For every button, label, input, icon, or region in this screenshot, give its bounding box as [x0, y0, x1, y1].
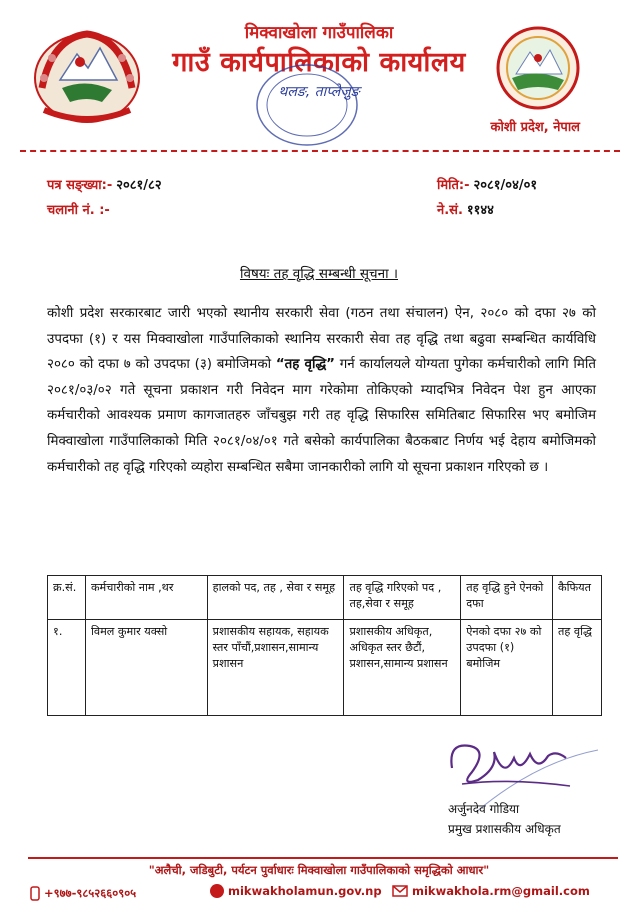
- footer-website[interactable]: [210, 884, 382, 898]
- signatory-title: प्रमुख प्रशासकीय अधिकृत: [448, 822, 561, 836]
- date-label: मिति:-: [437, 178, 470, 193]
- table-cell-employee-name: विमल कुमार यक्सो: [85, 620, 207, 716]
- header-divider: [20, 150, 620, 152]
- footer-phone: [30, 886, 136, 901]
- footer-website-text[interactable]: mikwakholamun.gov.np: [228, 884, 382, 898]
- office-address: थलङ, ताप्लेजुङ: [278, 84, 360, 100]
- notice-body-bold: “तह वृद्धि”: [275, 357, 335, 373]
- footer-divider: [28, 857, 618, 859]
- table-cell-serial: १.: [48, 620, 86, 716]
- table-header-cell: तह वृद्धि हुने ऐनको दफा: [461, 576, 553, 620]
- table-cell-promoted-post: प्रशासकीय अधिकृत, अधिकृत स्तर छैटौं, प्रशासन,सामान्य प्रशासन: [344, 620, 461, 716]
- table-header-cell: हालको पद, तह , सेवा र समूह: [207, 576, 344, 620]
- letter-number: [47, 175, 162, 193]
- table-cell-current-post: प्रशासकीय सहायक, सहायक स्तर पाँचौं,प्रशासन,सामान्य प्रशासन: [207, 620, 344, 716]
- mail-icon: [392, 885, 408, 897]
- promotion-table: [47, 575, 602, 716]
- notice-body: [47, 301, 596, 480]
- date: [437, 175, 537, 193]
- office-stamp-icon: [252, 60, 362, 150]
- letter-number-value: २०८१/८२: [116, 178, 162, 193]
- signatory-name: अर्जुनदेव गोडिया: [448, 802, 520, 816]
- nepal-sambat: [437, 200, 494, 218]
- table-header-row: [48, 576, 602, 620]
- table-cell-legal-section: ऐनको दफा २७ को उपदफा (१) बमोजिम: [461, 620, 553, 716]
- globe-icon: [210, 884, 224, 898]
- province-label: कोशी प्रदेश, नेपाल: [490, 120, 580, 135]
- footer-phone-text: +९७७-९८५२६६०९०५: [44, 886, 137, 900]
- footer-slogan: "अलैची, जडिबुटी, पर्यटन पुर्वाधारः मिक्वाखोला गाउँपालिकाको समृद्धिको आधार": [148, 863, 490, 877]
- municipality-name: मिक्वाखोला गाउँपालिका: [244, 23, 394, 43]
- date-value: २०८१/०४/०१: [473, 178, 538, 193]
- dispatch-number-label: चलानी नं. :-: [47, 203, 110, 218]
- table-row: [48, 620, 602, 716]
- table-header-cell: कैफियत: [552, 576, 601, 620]
- office-name: गाउँ कार्यपालिकाको कार्यालय: [172, 47, 466, 78]
- table-header-cell: तह वृद्धि गरिएको पद , तह,सेवा र समूह: [344, 576, 461, 620]
- nepal-sambat-label: ने.सं.: [437, 203, 463, 218]
- table-cell-remarks: तह वृद्धि: [552, 620, 601, 716]
- dispatch-number: [47, 200, 114, 218]
- notice-body-part1: कोशी प्रदेश सरकारबाट जारी भएको स्थानीय सरकारी सेवा (गठन तथा संचालन) ऐन, २०८० को दफा २७ को उपदफा (१) र यस मिक्वाखोला गाउँपालिकाको स्थानिय सरकारी सेवा तह वृद्धि तथा बढुवा सम्बन्धित कार्यविधि २०८० को दफा ७ को उपदफा (३) बमोजिमको: [47, 306, 596, 373]
- nepal-sambat-value: ११४४: [466, 203, 494, 218]
- notice-body-part2: गर्न कार्यालयले योग्यता पुगेका कर्मचारीको लागि मिति २०८१/०३/०२ गते सूचना प्रकाशन गरी निवेदन माग गरेकोमा तोकिएको म्यादभित्र निवेदन पेश हुन आएका कर्मचारीको आवश्यक प्रमाण कागजातहरु जाँचबुझ गरी तह वृद्धि सिफारिस समितिबाट सिफारिस भए बमोजिम मिक्वाखोला गाउँपालिकाको मिति २०८१/०४/०१ गते बसेको कार्यपालिका बैठकबाट निर्णय भई देहाय बमोजिमको कर्मचारीको तह वृद्धि गरिएको व्यहोरा सम्बन्धित सबैमा जानकारीको लागि यो सूचना प्रकाशन गरिएको छ ।: [47, 357, 596, 475]
- footer-email-text[interactable]: mikwakhola.rm@gmail.com: [412, 884, 590, 898]
- notice-subject: विषयः तह वृद्धि सम्बन्धी सूचना ।: [239, 266, 399, 282]
- phone-icon: [30, 886, 40, 901]
- footer-email[interactable]: [392, 884, 590, 898]
- table-header-cell: कर्मचारीको नाम ,थर: [85, 576, 207, 620]
- letter-number-label: पत्र सङ्ख्या:-: [47, 178, 113, 193]
- table-header-cell: क्र.सं.: [48, 576, 86, 620]
